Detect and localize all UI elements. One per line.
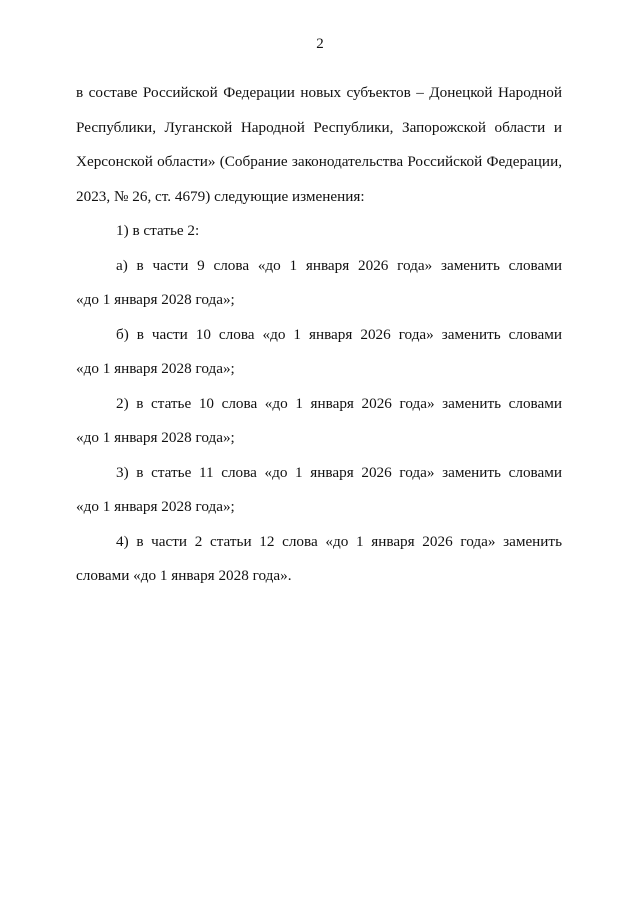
text-line: 3) в статье 11 слова «до 1 января 2026 года» заменить словами [116, 463, 562, 481]
intro-paragraph [76, 76, 562, 214]
text-line: а) в части 9 слова «до 1 января 2026 года» заменить словами [116, 256, 562, 274]
document-body [76, 76, 562, 594]
page-number: 2 [316, 36, 324, 52]
list-item-4 [76, 525, 562, 594]
text-line: «до 1 января 2028 года»; [76, 291, 235, 308]
list-item-1 [76, 214, 562, 249]
text-line: 1) в статье 2: [116, 222, 200, 239]
list-item-1a [76, 249, 562, 318]
text-line: 2023, № 26, ст. 4679) следующие изменения: [76, 187, 365, 205]
text-line: «до 1 января 2028 года»; [76, 429, 235, 446]
text-line: Республики, Луганской Народной Республики, Запорожской области и [76, 118, 562, 136]
list-item-2 [76, 387, 562, 456]
text-line: 2) в статье 10 слова «до 1 января 2026 года» заменить словами [116, 394, 562, 412]
text-line: «до 1 января 2028 года»; [76, 498, 235, 515]
text-line: б) в части 10 слова «до 1 января 2026 года» заменить словами [116, 325, 562, 343]
list-item-1b [76, 318, 562, 387]
text-line: «до 1 января 2028 года»; [76, 360, 235, 377]
list-item-3 [76, 456, 562, 525]
text-line: в составе Российской Федерации новых субъектов – Донецкой Народной [76, 84, 562, 101]
text-line: 4) в части 2 статьи 12 слова «до 1 января 2026 года» заменить [116, 532, 562, 550]
text-line: Херсонской области» (Собрание законодательства Российской Федерации, [76, 153, 562, 170]
text-line: словами «до 1 января 2028 года». [76, 567, 292, 584]
